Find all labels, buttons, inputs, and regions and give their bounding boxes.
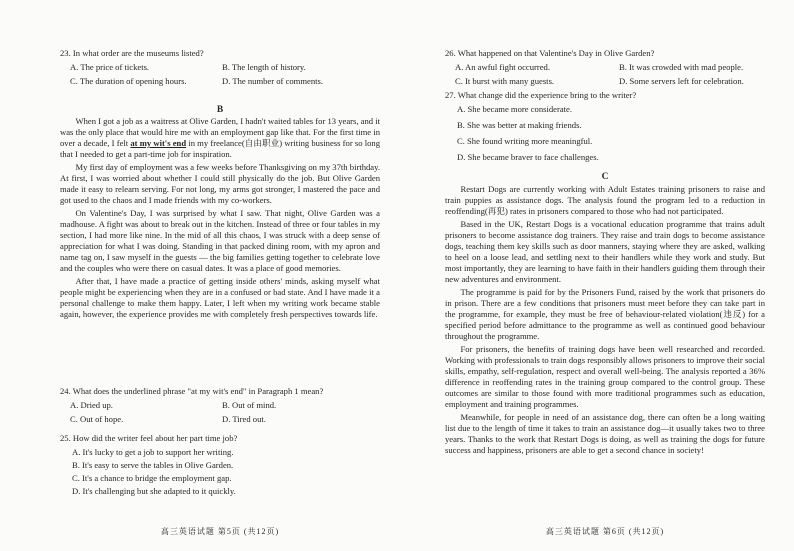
question-24-options xyxy=(60,400,380,425)
question-26 xyxy=(445,48,765,87)
option-27-a[interactable]: A. She became more considerate. xyxy=(457,104,573,114)
passage-c-paragraph-1: Restart Dogs are currently working with Adult Estates training prisoners to raise and train puppies as assistance dogs. The analysis found the program led to a reduction in reoffending(再犯) rates in prisoners compared to those who had not participated. xyxy=(445,184,765,216)
question-24-stem: 24. What does the underlined phrase "at my wit's end" in Paragraph 1 mean? xyxy=(60,386,324,396)
p1-text-before: When I got a job as a waitress at Olive Garden, I hadn't waited tables for 13 years, and it was the only place that would hire me with an employment gap like that. For the first time in over a decade, I felt xyxy=(60,116,380,148)
option-24-c[interactable]: C. Out of hope. xyxy=(70,414,124,424)
option-27-b[interactable]: B. She was better at making friends. xyxy=(457,120,582,130)
passage-c-paragraph-5: Meanwhile, for people in need of an assistance dog, there can often be a long waiting list due to the length of time it takes to train an assistance dog—it usually takes two to three years. Thanks to the work that Restart Dogs is doing, as well as training the dogs for future success and happiness, prisoners are able to get a second chance in society! xyxy=(445,412,765,455)
option-23-b[interactable]: B. The length of history. xyxy=(222,62,306,72)
option-23-a[interactable]: A. The price of tickets. xyxy=(70,62,150,72)
passage-b-paragraph-1 xyxy=(60,116,380,160)
option-24-b[interactable]: B. Out of mind. xyxy=(222,400,277,410)
option-26-c[interactable]: C. It burst with many guests. xyxy=(455,76,555,86)
question-27-options xyxy=(445,104,765,163)
question-26-options xyxy=(445,62,765,87)
question-23-options xyxy=(60,62,380,87)
question-23 xyxy=(60,48,380,87)
right-page xyxy=(445,0,765,551)
option-27-c[interactable]: C. She found writing more meaningful. xyxy=(457,136,593,146)
section-b-heading: B xyxy=(216,105,224,115)
left-page xyxy=(60,0,380,551)
passage-b-paragraph-4: After that, I have made a practice of getting inside others' minds, asking myself what people might be experiencing when they are in a confused or bad state. And I have made it a personal challenge to make them happy. Later, I left when my writing work became stable again, however, the experience provides me with completely fresh perspectives towards life. xyxy=(60,276,380,319)
passage-b-paragraph-2: My first day of employment was a few weeks before Thanksgiving on my 37th birthday. At first, I was worried about whether I could still physically do the job. But Olive Garden made it easy to relearn serving. For not long, my arms got stronger, I mastered the pace and got used to the chaos and I made friends with my co-workers. xyxy=(60,162,380,205)
option-27-d[interactable]: D. She became braver to face challenges. xyxy=(457,152,599,162)
question-25 xyxy=(60,433,380,499)
question-27 xyxy=(445,90,765,168)
option-26-a[interactable]: A. An awful fight occurred. xyxy=(455,62,550,72)
left-page-footer: 高三英语试题 第5页 (共12页) xyxy=(160,527,280,536)
question-24 xyxy=(60,386,380,425)
option-25-c[interactable]: C. It's a chance to bridge the employment gap. xyxy=(72,473,232,483)
passage-c-paragraph-4: For prisoners, the benefits of training dogs have been well researched and recorded. Working with professionals to train dogs responsibly allows prisoners to improve their social skills, empathy, self-regulation, respect and overall well-being. The analysis reported a 36% difference in reoffending rates in the training group compared to the control group. These outcomes are similar to those found with more traditional programmes such as education, employment and training programmes. xyxy=(445,344,765,409)
option-25-a[interactable]: A. It's lucky to get a job to support her writing. xyxy=(72,447,234,457)
option-24-d[interactable]: D. Tired out. xyxy=(222,414,266,424)
underlined-phrase: at my wit's end xyxy=(130,138,187,148)
passage-c-paragraph-2: Based in the UK, Restart Dogs is a vocational education programme that trains adult prisoners to become assistance dog trainers. They raise and train dogs to become assistance dogs, teaching them key skills such as door manners, staying where they are asked, walking to heel on a loose lead, and settling next to their handlers while they work and study. But most importantly, they are learning to have faith in their handlers guiding them through their new adventures and environment. xyxy=(445,219,765,284)
question-23-stem: 23. In what order are the museums listed? xyxy=(60,48,204,58)
option-25-d[interactable]: D. It's challenging but she adapted to it quickly. xyxy=(72,486,236,496)
question-25-stem: 25. How did the writer feel about her part time job? xyxy=(60,433,238,443)
question-26-stem: 26. What happened on that Valentine's Day in Olive Garden? xyxy=(445,48,655,58)
right-page-footer: 高三英语试题 第6页 (共12页) xyxy=(545,527,665,536)
option-26-d[interactable]: D. Some servers left for celebration. xyxy=(619,76,744,86)
passage-b-paragraph-3: On Valentine's Day, I was surprised by what I saw. That night, Olive Garden was a madhouse. A fight was about to break out in the kitchen. Instead of three or four tables in my section, I had more like nine. In the mid of all this chaos, I was struck with a deep sense of appreciation for what I was doing. Standing in that packed dining room, with my apron and name tag on, I saw myself in the guests — the big families getting together to celebrate love and the couples who were there on casual dates. It was a place of good memories. xyxy=(60,208,380,273)
option-23-d[interactable]: D. The number of comments. xyxy=(222,76,324,86)
option-23-c[interactable]: C. The duration of opening hours. xyxy=(70,76,187,86)
option-24-a[interactable]: A. Dried up. xyxy=(70,400,113,410)
passage-c xyxy=(445,184,765,456)
option-26-b[interactable]: B. It was crowded with mad people. xyxy=(619,62,744,72)
option-25-b[interactable]: B. It's easy to serve the tables in Olive Garden. xyxy=(72,460,234,470)
passage-b xyxy=(60,116,380,320)
question-25-options xyxy=(60,447,380,497)
passage-c-paragraph-3: The programme is paid for by the Prisoners Fund, raised by the work that prisoners do in prison. There are a few conditions that prisoners must meet before they can take part in the programme, for example, they must be free of behaviour-related violation(违反) for a specified period before admittance to the programme as well as continued good behaviour throughout the programme. xyxy=(445,287,765,341)
question-27-stem: 27. What change did the experience bring to the writer? xyxy=(445,90,637,100)
section-c-heading: C xyxy=(601,172,609,182)
p1-text-after: in my freelance(自由职业) writing business for so long that I needed to get a part-time job for inspiration. xyxy=(60,138,380,159)
